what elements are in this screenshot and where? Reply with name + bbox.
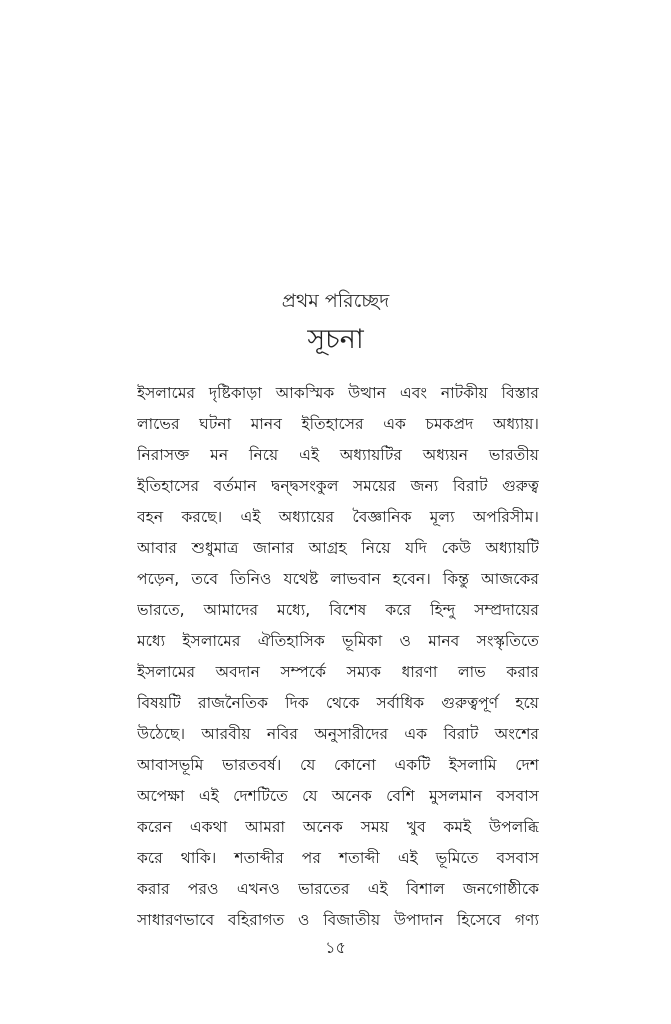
- text-line: ভারতে, আমাদের মধ্যে, বিশেষ করে হিন্দু সম্প্রদায়ের: [137, 601, 539, 619]
- text-line: বহন করছে। এই অধ্যায়ের বৈজ্ঞানিক মূল্য অপরিসীম।: [137, 508, 539, 526]
- text-line: সাধারণভাবে বহিরাগত ও বিজাতীয় উপাদান হিসেবে গণ্য: [137, 911, 539, 929]
- page-number: ১৫: [325, 938, 346, 957]
- text-line: ইসলামের দৃষ্টিকাড়া আকস্মিক উত্থান এবং নাটকীয় বিস্তার: [137, 384, 539, 402]
- chapter-label: প্রথম পরিচ্ছেদ: [281, 290, 390, 312]
- text-line: বিষয়টি রাজনৈতিক দিক থেকে সর্বাধিক গুরুত্বপূর্ণ হয়ে: [137, 694, 539, 712]
- text-line: ইতিহাসের বর্তমান দ্বন্দ্বসংকুল সময়ের জন্য বিরাট গুরুত্ব: [137, 477, 539, 495]
- body-paragraph: [137, 378, 539, 936]
- text-line: করে থাকি। শতাব্দীর পর শতাব্দী এই ভূমিতে বসবাস: [137, 849, 539, 867]
- text-line: পড়েন, তবে তিনিও যথেষ্ট লাভবান হবেন। কিন্তু আজকের: [137, 570, 539, 588]
- text-line: নিরাসক্ত মন নিয়ে এই অধ্যায়টির অধ্যয়ন ভারতীয়: [137, 446, 539, 464]
- text-line: লাভের ঘটনা মানব ইতিহাসের এক চমকপ্রদ অধ্যায়।: [137, 415, 539, 433]
- text-line: উঠেছে। আরবীয় নবির অনুসারীদের এক বিরাট অংশের: [137, 725, 539, 743]
- text-line: করেন একথা আমরা অনেক সময় খুব কমই উপলব্ধি: [137, 818, 539, 836]
- text-line: আবার শুধুমাত্র জানার আগ্রহ নিয়ে যদি কেউ অধ্যায়টি: [137, 539, 539, 557]
- text-line: আবাসভূমি ভারতবর্ষ। যে কোনো একটি ইসলামি দেশ: [137, 756, 539, 774]
- chapter-title: সূচনা: [307, 324, 364, 355]
- text-line: করার পরও এখনও ভারতের এই বিশাল জনগোষ্ঠীকে: [137, 880, 539, 898]
- text-line: মধ্যে ইসলামের ঐতিহাসিক ভূমিকা ও মানব সংস্কৃতিতে: [137, 632, 539, 650]
- text-line: ইসলামের অবদান সম্পর্কে সম্যক ধারণা লাভ করার: [137, 663, 539, 681]
- text-line: অপেক্ষা এই দেশটিতে যে অনেক বেশি মুসলমান বসবাস: [137, 787, 539, 805]
